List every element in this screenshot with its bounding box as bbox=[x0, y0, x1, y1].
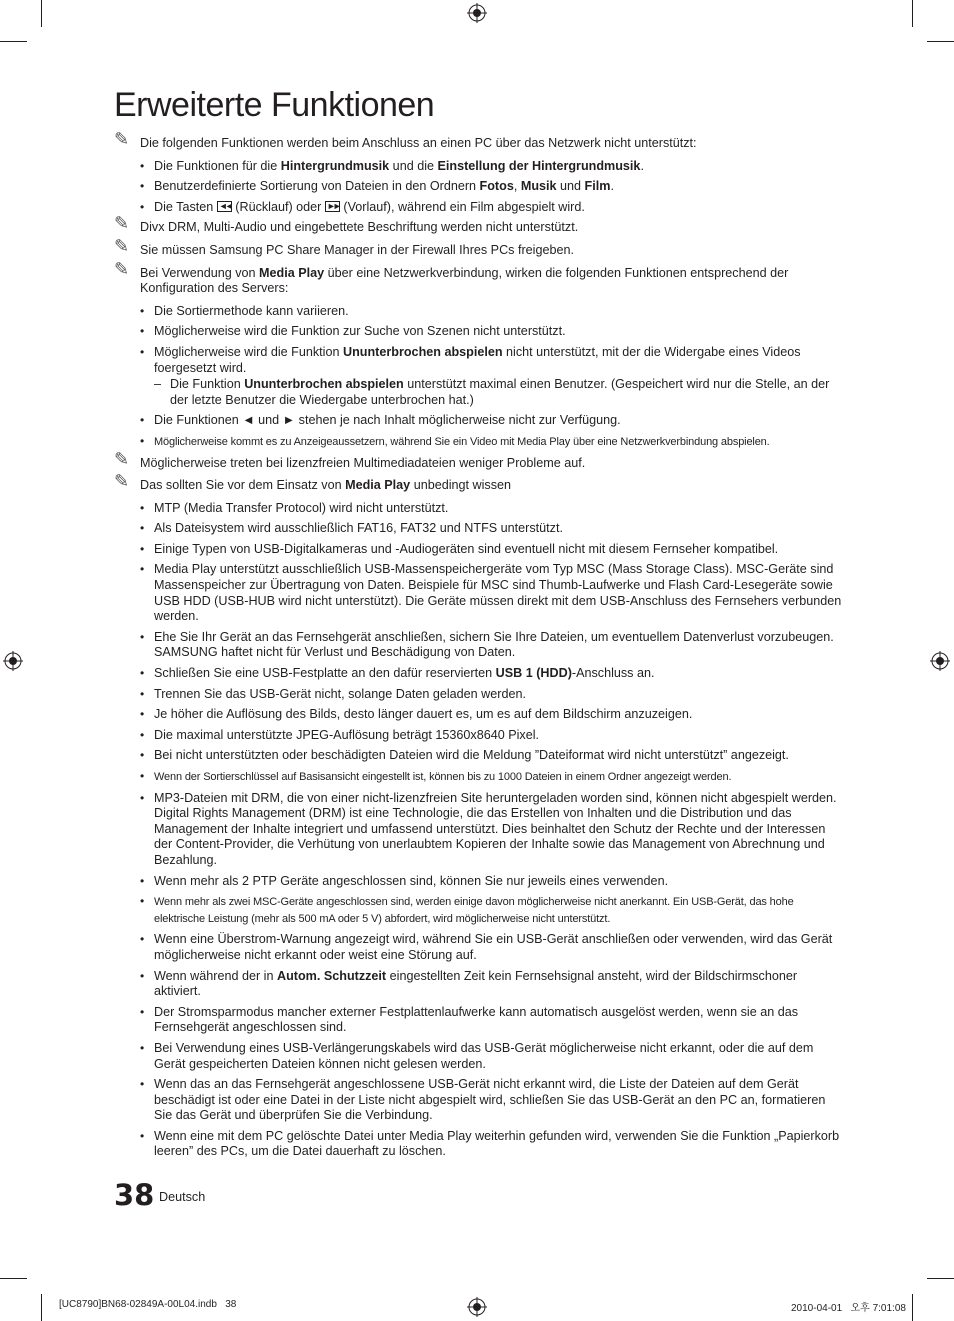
note-block bbox=[114, 471, 842, 1160]
page-number: 38 bbox=[114, 1178, 155, 1212]
list-item: • Als Dateisystem wird ausschließlich FAT16, FAT32 und NTFS unterstützt. bbox=[114, 521, 842, 537]
list-item: • MP3-Dateien mit DRM, die von einer nicht-lizenzfreien Site heruntergeladen worden sind, können nicht abgespielt werden. Digital Rights Management (DRM) ist eine Technologie, die das Erstellen von Inhalten und die Distribution und das Management der Inhalte integriert und umfassend unterstützt. Dies beinhaltet den Schutz der Rechte und der Interessen der Content-Provider, die Verhütung von unerlaubtem Kopieren der Inhalte sowie das Management von Abrechnung und Bezahlung. bbox=[114, 791, 842, 869]
list-item: • Der Stromsparmodus mancher externer Festplattenlaufwerke kann automatisch ausgelöst werden, wenn sie an das Fernsehgerät angeschlossen sind. bbox=[114, 1005, 842, 1036]
list-item: • Die Sortiermethode kann variieren. bbox=[114, 304, 842, 320]
list-item: • Möglicherweise kommt es zu Anzeigeaussetzern, während Sie ein Video mit Media Play über eine Netzwerkverbindung abspielen. bbox=[114, 434, 842, 451]
note-pencil-icon: ✎ bbox=[114, 129, 130, 149]
list-item: • Wenn während der in Autom. Schutzzeit eingestellten Zeit kein Fernsehsignal ansteht, wird der Bildschirmschoner aktiviert. bbox=[114, 969, 842, 1000]
list-item: • Wenn der Sortierschlüssel auf Basisansicht eingestellt ist, können bis zu 1000 Dateien in einem Ordner angezeigt werden. bbox=[114, 769, 842, 786]
bullet-list bbox=[114, 304, 842, 451]
note-pencil-icon: ✎ bbox=[114, 448, 130, 469]
registration-mark-icon bbox=[3, 651, 23, 671]
list-item: • Wenn mehr als 2 PTP Geräte angeschlossen sind, können Sie nur jeweils eines verwenden. bbox=[114, 874, 842, 890]
note-block bbox=[114, 258, 842, 451]
crop-mark bbox=[41, 0, 42, 27]
note-text: ✎ Möglicherweise treten bei lizenzfreien Multimediadateien weniger Probleme auf. bbox=[114, 448, 586, 470]
registration-mark-icon bbox=[467, 1297, 487, 1317]
list-item: • Wenn eine mit dem PC gelöschte Datei unter Media Play weiterhin gefunden wird, verwenden Sie die Funktion „Papierkorb leeren” des PCs, um die Datei dauerhaft zu löschen. bbox=[114, 1129, 842, 1160]
note-block bbox=[114, 448, 842, 472]
list-item: • Bei Verwendung eines USB-Verlängerungskabels wird das USB-Gerät möglicherweise nicht erkannt, oder die auf dem Gerät gespeicherten Dateien können nicht gelesen werden. bbox=[114, 1041, 842, 1072]
sub-list-item: – Die Funktion Ununterbrochen abspielen unterstützt maximal einen Benutzer. (Gespeichert wird nur die Stelle, an der der letzte Benutzer die Wiedergabe unterbrochen hat.) bbox=[154, 377, 842, 408]
crop-mark bbox=[927, 41, 954, 42]
registration-mark-icon bbox=[467, 3, 487, 23]
language-label: Deutsch bbox=[159, 1190, 206, 1204]
crop-mark bbox=[41, 1294, 42, 1321]
note-block bbox=[114, 235, 842, 259]
content-body bbox=[114, 129, 842, 1165]
crop-mark bbox=[927, 1278, 954, 1279]
list-item: • Einige Typen von USB-Digitalkameras und -Audiogeräten sind eventuell nicht mit diesem Fernseher kompatibel. bbox=[114, 542, 842, 558]
file-info: [UC8790]BN68-02849A-00L04.indb 38 bbox=[59, 1299, 237, 1310]
registration-mark-icon bbox=[930, 651, 950, 671]
note-text: ✎ Divx DRM, Multi-Audio und eingebettete Beschriftung werden nicht unterstützt. bbox=[114, 213, 579, 235]
list-item: • Die Funktionen für die Hintergrundmusik und die Einstellung der Hintergrundmusik. bbox=[114, 159, 842, 175]
crop-mark bbox=[912, 1294, 913, 1321]
note-text: ✎ Die folgenden Funktionen werden beim Anschluss an einen PC über das Netzwerk nicht unterstützt: bbox=[114, 129, 697, 150]
note-pencil-icon: ✎ bbox=[114, 213, 130, 234]
page-title: Erweiterte Funktionen bbox=[114, 86, 435, 124]
list-item: • Wenn mehr als zwei MSC-Geräte angeschlossen sind, werden einige davon möglicherweise nicht anerkannt. Ein USB-Gerät, das hohe elektrische Leistung (mehr als 500 mA oder 5 V) abfordert, wird möglicherweise nicht unterstützt. bbox=[114, 894, 842, 927]
list-item: • Bei nicht unterstützten oder beschädigten Dateien wird die Meldung ”Dateiformat wird nicht unterstützt” angezeigt. bbox=[114, 748, 842, 764]
note-block bbox=[114, 129, 842, 215]
list-item: • Möglicherweise wird die Funktion Ununterbrochen abspielen nicht unterstützt, mit der die Widergabe eines Videos foergesetzt wird. – Die Funktion Ununterbrochen abspielen unterstützt maximal einen Benutzer. (Gespeichert wird nur die Stelle, an der der letzte Benutzer die Wiedergabe unterbrochen hat.) bbox=[114, 345, 842, 408]
list-item: • Je höher die Auflösung des Bilds, desto länger dauert es, um es auf dem Bildschirm anzuzeigen. bbox=[114, 707, 842, 723]
note-pencil-icon: ✎ bbox=[114, 235, 130, 256]
list-item: • Ehe Sie Ihr Gerät an das Fernsehgerät anschließen, sichern Sie Ihre Dateien, um eventuellem Datenverlust vorzubeugen. SAMSUNG haftet nicht für Verlust und Beschädigung von Daten. bbox=[114, 630, 842, 661]
note-text: ✎ Bei Verwendung von Media Play über eine Netzwerkverbindung, wirken die folgenden Funktionen entsprechend der Konfiguration des Servers: bbox=[114, 258, 789, 296]
note-text: ✎ Sie müssen Samsung PC Share Manager in der Firewall Ihres PCs freigeben. bbox=[114, 235, 574, 257]
note-pencil-icon: ✎ bbox=[114, 471, 130, 492]
list-item: • Trennen Sie das USB-Gerät nicht, solange Daten geladen werden. bbox=[114, 687, 842, 703]
list-item: • Die Tasten ◄◄ (Rücklauf) oder ►► (Vorlauf), während ein Film abgespielt wird. bbox=[114, 200, 842, 216]
rewind-key-icon bbox=[217, 201, 232, 212]
crop-mark bbox=[912, 0, 913, 27]
list-item: • Möglicherweise wird die Funktion zur Suche von Szenen nicht unterstützt. bbox=[114, 324, 842, 340]
note-block bbox=[114, 213, 842, 236]
list-item: • Media Play unterstützt ausschließlich USB-Massenspeichergeräte vom Typ MSC (Mass Storage Class). MSC-Geräte sind Massenspeicher zur Übertragung von Daten. Beispiele für MSC sind Thumb-Laufwerke und Flash Card-Lesegeräte sowie USB HDD (USB-HUB wird nicht unterstützt). Die Geräte müssen direkt mit dem USB-Anschluss des Fernsehers verbunden werden. bbox=[114, 562, 842, 624]
fast-forward-key-icon bbox=[325, 201, 340, 212]
note-pencil-icon: ✎ bbox=[114, 258, 130, 279]
list-item: • Schließen Sie eine USB-Festplatte an den dafür reservierten USB 1 (HDD)-Anschluss an. bbox=[114, 666, 842, 682]
list-item: • Die Funktionen ◄ und ► stehen je nach Inhalt möglicherweise nicht zur Verfügung. bbox=[114, 413, 842, 429]
crop-mark bbox=[0, 1278, 27, 1279]
list-item: • Die maximal unterstützte JPEG-Auflösung beträgt 15360x8640 Pixel. bbox=[114, 728, 842, 744]
list-item: • Wenn das an das Fernsehgerät angeschlossene USB-Gerät nicht erkannt wird, die Liste der Dateien auf dem Gerät beschädigt ist oder eine Datei in der Liste nicht abgespielt wird, schließen Sie das USB-Gerät an den PC an, formatieren Sie das Gerät und überprüfen Sie die Verbindung. bbox=[114, 1077, 842, 1124]
list-item: • Benutzerdefinierte Sortierung von Dateien in den Ordnern Fotos, Musik und Film. bbox=[114, 179, 842, 195]
list-item: • Wenn eine Überstrom-Warnung angezeigt wird, während Sie ein USB-Gerät anschließen oder verwenden, wird das Gerät möglicherweise nicht erkannt oder weist eine Störung auf. bbox=[114, 932, 842, 963]
bullet-list bbox=[114, 501, 842, 1160]
crop-mark bbox=[0, 41, 27, 42]
print-date-time: 2010-04-01 오후 7:01:08 bbox=[791, 1303, 906, 1314]
note-text: ✎ Das sollten Sie vor dem Einsatz von Media Play unbedingt wissen bbox=[114, 471, 512, 493]
bullet-list bbox=[114, 159, 842, 216]
list-item: • MTP (Media Transfer Protocol) wird nicht unterstützt. bbox=[114, 501, 842, 517]
